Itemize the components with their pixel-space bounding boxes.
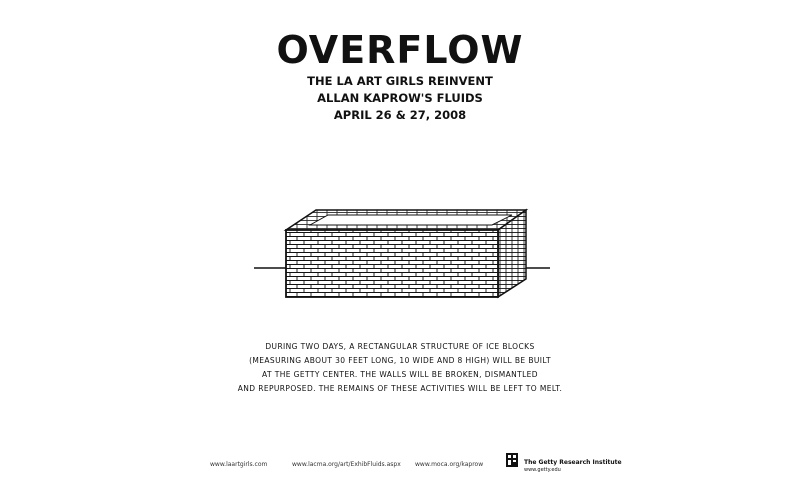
- footer: [0, 452, 800, 482]
- link-lacma[interactable]: www.lacma.org/art/ExhibFluids.aspx: [292, 461, 401, 468]
- getty-logo-icon: [506, 452, 518, 466]
- description-line: (MEASURING ABOUT 30 FEET LONG, 10 WIDE AND 8 HIGH) WILL BE BUILT: [249, 356, 551, 365]
- description-line: AT THE GETTY CENTER. THE WALLS WILL BE BROKEN, DISMANTLED: [262, 370, 538, 379]
- link-laartgirls[interactable]: www.laartgirls.com: [210, 461, 268, 468]
- link-moca[interactable]: www.moca.org/kaprow: [415, 461, 484, 468]
- event-description: [0, 340, 800, 396]
- subtitle-line: ALLAN KAPROW'S FLUIDS: [317, 91, 483, 105]
- event-date: APRIL 26 & 27, 2008: [333, 108, 467, 122]
- institution-url[interactable]: www.getty.edu: [524, 467, 561, 473]
- poster-subtitle: [0, 73, 800, 124]
- poster-title: OVERFLOW: [276, 28, 524, 72]
- subtitle-line: THE LA ART GIRLS REINVENT: [307, 74, 493, 88]
- ice-block-structure-icon: [252, 205, 552, 305]
- institution-name: The Getty Research Institute: [524, 459, 622, 466]
- description-line: AND REPURPOSED. THE REMAINS OF THESE ACTIVITIES WILL BE LEFT TO MELT.: [237, 384, 563, 393]
- description-line: DURING TWO DAYS, A RECTANGULAR STRUCTURE OF ICE BLOCKS: [265, 342, 535, 351]
